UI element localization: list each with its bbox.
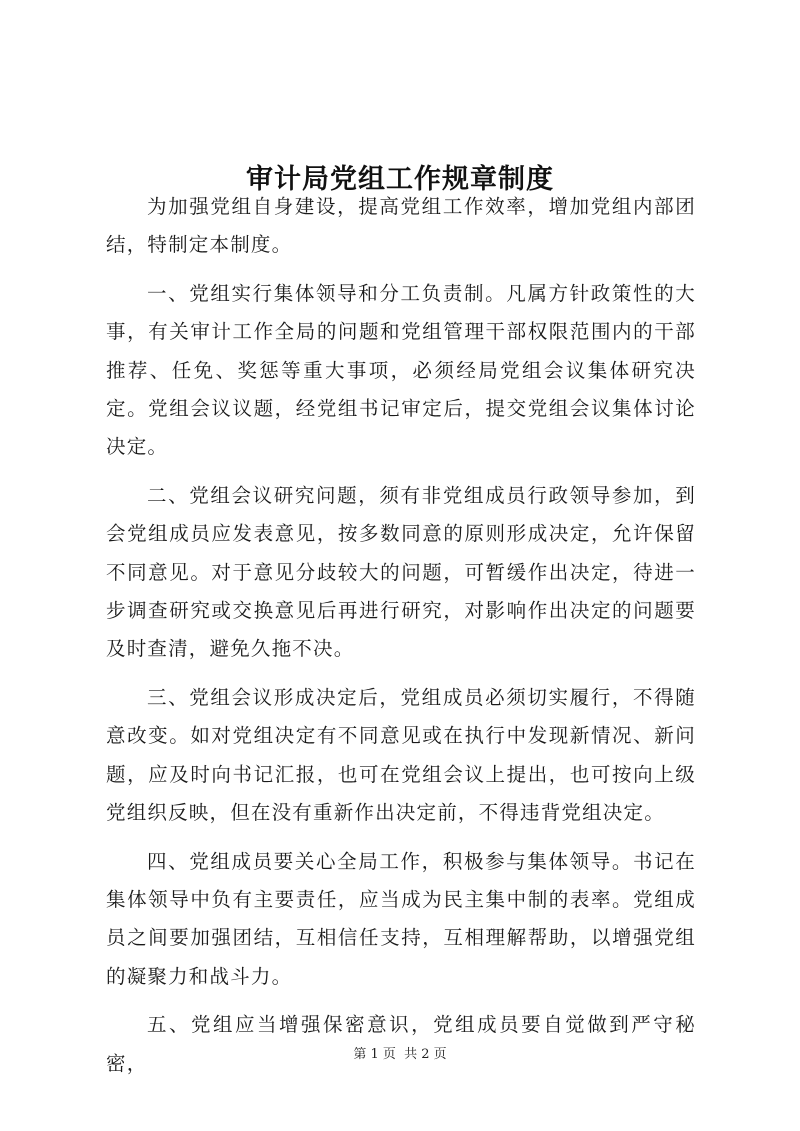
page-number: 第 1 页	[353, 1047, 396, 1062]
page-total: 共 2 页	[404, 1047, 447, 1062]
clause-2-paragraph: 二、党组会议研究问题，须有非党组成员行政领导参加，到会党组成员应发表意见，按多数同意的原则形成决定，允许保留不同意见。对于意见分歧较大的问题，可暂缓作出决定，待进一步调查研究或交换意见后再进行研究，对影响作出决定的问题要及时查清，避免久拖不决。	[106, 483, 696, 661]
page-footer	[0, 1046, 800, 1064]
clause-1-paragraph: 一、党组实行集体领导和分工负责制。凡属方针政策性的大事，有关审计工作全局的问题和党组管理干部权限范围内的干部推荐、任免、奖惩等重大事项，必须经局党组会议集体研究决定。党组会议议题，经党组书记审定后，提交党组会议集体讨论决定。	[106, 281, 696, 459]
clause-3-paragraph: 三、党组会议形成决定后，党组成员必须切实履行，不得随意改变。如对党组决定有不同意见或在执行中发现新情况、新问题，应及时向书记汇报，也可在党组会议上提出，也可按向上级党组织反映，但在没有重新作出决定前，不得违背党组决定。	[106, 685, 696, 825]
clause-4-paragraph: 四、党组成员要关心全局工作，积极参与集体领导。书记在集体领导中负有主要责任，应当成为民主集中制的表率。党组成员之间要加强团结，互相信任支持，互相理解帮助，以增强党组的凝聚力和战斗力。	[106, 849, 696, 988]
document-title: 审计局党组工作规章制度	[246, 164, 554, 196]
clause-5-paragraph: 五、党组应当增强保密意识，党组成员要自觉做到严守秘密，	[106, 1013, 696, 1075]
document-body	[106, 188, 696, 1093]
intro-paragraph: 为加强党组自身建设，提高党组工作效率，增加党组内部团结，特制定本制度。	[106, 195, 696, 257]
